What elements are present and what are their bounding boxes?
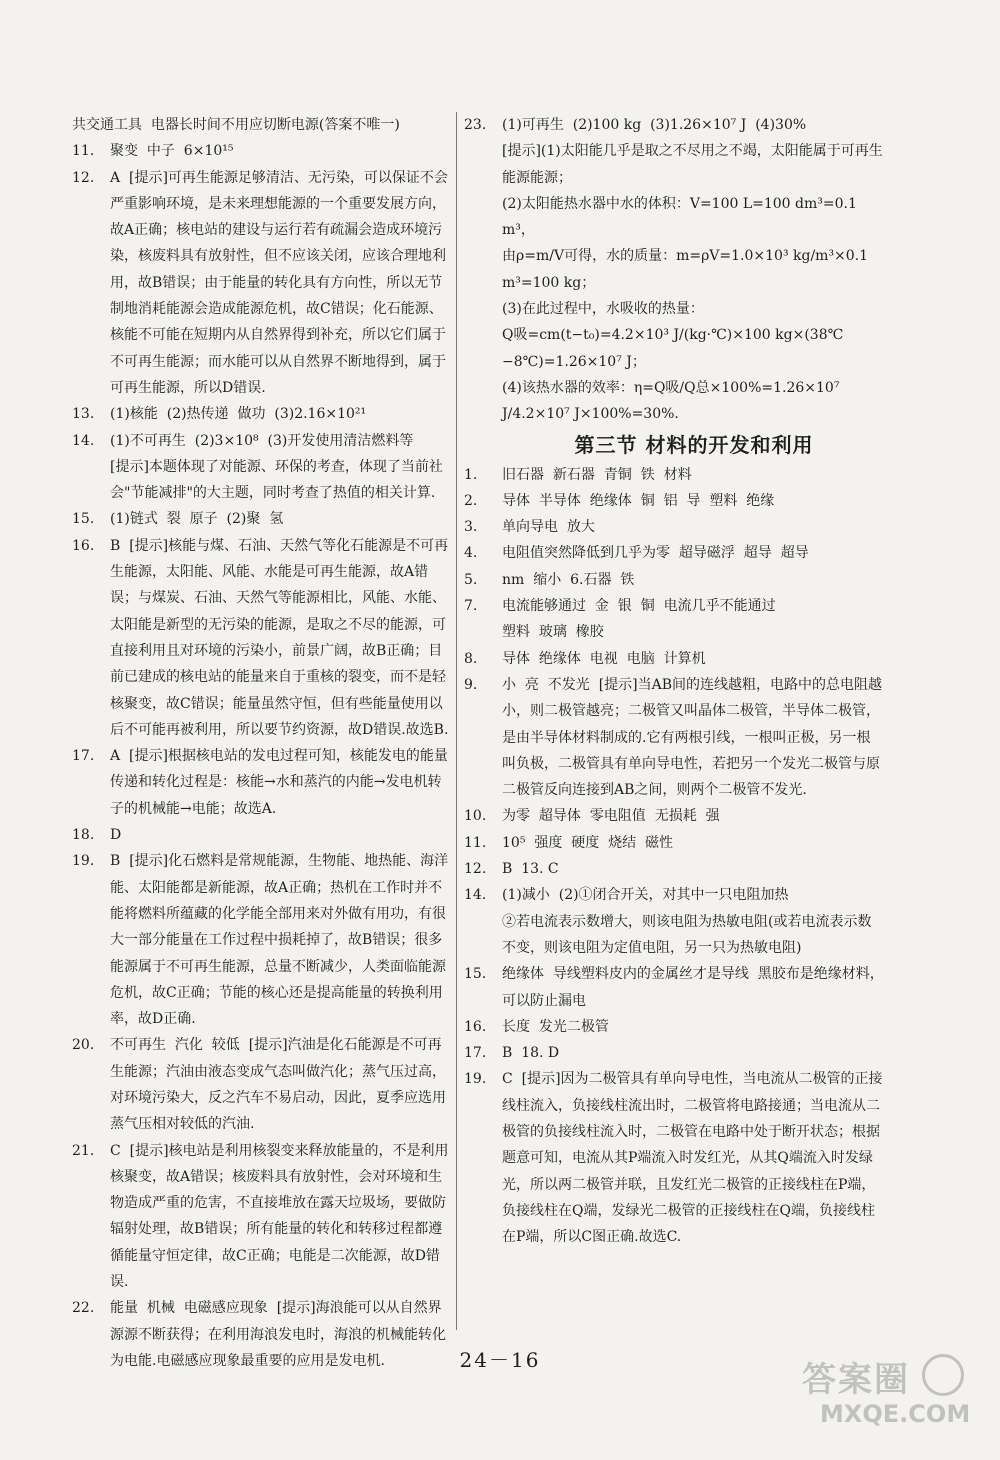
answer-number: 16.	[464, 1018, 487, 1035]
answer-text: B [提示]化石燃料是常规能源，生物能、地热能、海洋能、太阳能都是新能源，故A正确；热机在工作时并不能将燃料所蕴藏的化学能全部用来对外做有用功，有很大一部分能量在工作过程中损耗掉了，故B错误；很多能源属于不可再生能源，总量不断减少，人类面临能源危机，故C正确；节能的核心还是提高能量的转换利用率，故D正确.	[110, 853, 449, 1028]
answer-number: 5.	[464, 571, 478, 588]
answer-item	[72, 401, 452, 427]
right-column	[464, 112, 884, 1250]
answer-item	[464, 567, 884, 593]
answer-text: nm 缩小 6.石器 铁	[502, 571, 635, 588]
answer-number: 11.	[464, 834, 487, 851]
answer-item	[72, 743, 452, 822]
answer-item	[464, 882, 884, 961]
answer-item	[72, 1138, 452, 1296]
answer-number: 4.	[464, 545, 478, 562]
answer-item	[72, 533, 452, 743]
answer-number: 12.	[464, 861, 487, 878]
answer-text: (1)不可再生 (2)3×10⁸ (3)开发使用清洁燃料等 [提示]本题体现了对能源、环保的考查，体现了当前社会"节能减排"的大主题，同时考查了热值的相关计算.	[110, 432, 443, 502]
answer-number: 17.	[464, 1045, 487, 1062]
answer-item	[72, 138, 452, 164]
answer-item	[72, 1032, 452, 1137]
answer-number: 15.	[72, 511, 95, 528]
answer-item	[464, 646, 884, 672]
answer-item	[464, 830, 884, 856]
answer-number: 14.	[72, 432, 95, 449]
column-divider	[456, 112, 457, 1330]
answer-number: 7.	[464, 598, 478, 615]
answer-item	[464, 1040, 884, 1066]
answer-text: B 18. D	[502, 1045, 560, 1062]
right-answer-list-top	[464, 112, 884, 428]
answer-number: 16.	[72, 537, 95, 554]
answer-item	[72, 165, 452, 402]
answer-item	[72, 506, 452, 532]
answer-text: 小 亮 不发光 [提示]当AB间的连线越粗，电路中的总电阻越小，则二极管越亮；二极管又叫晶体二极管，半导体二极管，是由半导体材料制成的.它有两根引线，一根叫正极，另一根叫负极，二极管具有单向导电性，若把另一个发光二极管与原二极管反向连接到AB之间，则两个二极管不发光.	[502, 676, 883, 799]
answer-item	[464, 672, 884, 803]
answer-number: 14.	[464, 887, 487, 904]
answer-item	[72, 428, 452, 507]
answer-number: 3.	[464, 519, 478, 536]
answer-text: 导体 绝缘体 电视 电脑 计算机	[502, 650, 706, 667]
answer-text: 10⁵ 强度 硬度 烧结 磁性	[502, 834, 674, 851]
answer-text: 不可再生 汽化 较低 [提示]汽油是化石能源是不可再生能源；汽油由液态变成气态叫做汽化；蒸气压过高，对环境污染大，反之汽车不易启动，因此，夏季应选用蒸气压相对较低的汽油.	[110, 1037, 446, 1133]
answer-text: 为零 超导体 零电阻值 无损耗 强	[502, 808, 720, 825]
answer-text: 旧石器 新石器 青铜 铁 材料	[502, 466, 692, 483]
answer-number: 15.	[464, 966, 487, 983]
answer-number: 19.	[464, 1071, 487, 1088]
answer-number: 10.	[464, 808, 487, 825]
answer-text: 长度 发光二极管	[502, 1018, 609, 1035]
answer-number: 11.	[72, 143, 95, 160]
watermark-logo-icon	[922, 1354, 964, 1396]
section-title: 第三节 材料的开发和利用	[574, 432, 814, 457]
answer-number: 19.	[72, 853, 95, 870]
answer-item	[72, 848, 452, 1032]
answer-item	[464, 488, 884, 514]
answer-item	[464, 462, 884, 488]
answer-text: 绝缘体 导线塑料皮内的金属丝才是导线 黑胶布是绝缘材料，可以防止漏电	[502, 966, 884, 1009]
answer-number: 18.	[72, 827, 95, 844]
left-column	[72, 112, 452, 1374]
answer-text: (1)链式 裂 原子 (2)聚 氢	[110, 511, 284, 528]
right-answer-list-bottom	[464, 462, 884, 1251]
answer-text: B [提示]核能与煤、石油、天然气等化石能源是不可再生能源，太阳能、风能、水能是可再生能源，故A错误；与煤炭、石油、天然气等能源相比，风能、水能、太阳能是新型的无污染的能源，是取之不尽的能源，可直接利用且对环境的污染小，前景广阔，故B正确；目前已建成的核电站的能量来自于重核的裂变，而不是轻核聚变，故C错误；能量虽然守恒，但有些能量使用以后不可能再被利用，所以要节约资源，故D错误.故选B.	[110, 537, 449, 738]
answer-text: A [提示]可再生能源足够清洁、无污染，可以保证不会严重影响环境，是未来理想能源的一个重要发展方向，故A正确；核电站的建设与运行若有疏漏会造成环境污染，核废料具有放射性，但不应该关闭，应该合理地利用，故B错误；由于能量的转化具有方向性，所以无节制地消耗能源会造成能源危机，故C错误；化石能源、核能不可能在短期内从自然界得到补充，所以它们属于不可再生能源；而水能可以从自然界不断地得到，属于可再生能源，所以D错误.	[110, 169, 448, 396]
answer-number: 2.	[464, 492, 478, 509]
answer-text: 聚变 中子 6×10¹⁵	[110, 143, 234, 160]
page-number: 24－16	[459, 1348, 541, 1372]
answer-item	[464, 856, 884, 882]
answer-number: 13.	[72, 406, 95, 423]
answer-item	[464, 593, 884, 646]
left-answer-list	[72, 138, 452, 1374]
answer-number: 1.	[464, 466, 478, 483]
answer-text: (1)核能 (2)热传递 做功 (3)2.16×10²¹	[110, 406, 367, 423]
watermark-site: MXQE.COM	[820, 1400, 971, 1428]
answer-number: 9.	[464, 676, 478, 693]
answer-text: (1)可再生 (2)100 kg (3)1.26×10⁷ J (4)30% [提示](1)太阳能几乎是取之不尽用之不竭，太阳能属于可再生能源能源； (2)太阳能热水器中水的体积：V=100 L=100 dm³=0.1 m³， 由ρ=m/V可得，水的质量：m=ρV=1.0×10³ kg/m³×0.1 m³=100 kg； (3)在此过程中，水吸收的热量： Q吸=cm(t−t₀)=4.2×10³ J/(kg·℃)×100 kg×(38℃−8℃)=1.26×10⁷ J； (4)该热水器的效率：η=Q吸/Q总×100%=1.26×10⁷ J/4.2×10⁷ J×100%=30%.	[502, 117, 883, 423]
answer-text: C [提示]核电站是利用核裂变来释放能量的，不是利用核聚变，故A错误；核废料具有放射性，会对环境和生物造成严重的危害，不直接堆放在露天垃圾场，要做防辐射处理，故B错误；所有能量的转化和转移过程都遵循能量守恒定律，故C正确；电能是二次能源，故D错误.	[110, 1142, 449, 1291]
answer-item	[464, 540, 884, 566]
answer-text: 能量 机械 电磁感应现象 [提示]海浪能可以从自然界源源不断获得；在利用海浪发电时，海浪的机械能转化为电能.电磁感应现象最重要的应用是发电机.	[110, 1300, 446, 1369]
answer-number: 22.	[72, 1300, 95, 1317]
answer-text: D	[110, 827, 122, 844]
answer-text: 电流能够通过 金 银 铜 电流几乎不能通过 塑料 玻璃 橡胶	[502, 598, 776, 641]
answer-item	[464, 1014, 884, 1040]
answer-number: 23.	[464, 117, 487, 133]
answer-number: 17.	[72, 748, 95, 765]
answer-item	[464, 112, 884, 428]
answer-text: 单向导电 放大	[502, 519, 595, 536]
answer-number: 12.	[72, 169, 95, 186]
answer-number: 8.	[464, 650, 478, 667]
answer-number: 20.	[72, 1037, 95, 1054]
watermark-brand: 答案圈	[802, 1360, 910, 1400]
answer-number: 21.	[72, 1142, 95, 1159]
answer-text: B 13. C	[502, 861, 559, 878]
answer-text: A [提示]根据核电站的发电过程可知，核能发电的能量传递和转化过程是：核能→水和蒸汽的内能→发电机转子的机械能→电能；故选A.	[110, 748, 448, 817]
answer-item	[72, 822, 452, 848]
answer-text: 电阻值突然降低到几乎为零 超导磁浮 超导 超导	[502, 545, 809, 562]
answer-item	[464, 961, 884, 1014]
answer-item	[464, 1066, 884, 1250]
answer-item	[464, 803, 884, 829]
answer-item	[464, 514, 884, 540]
answer-text: (1)减小 (2)①闭合开关，对其中一只电阻加热 ②若电流表示数增大，则该电阻为热敏电阻(或若电流表示数不变，则该电阻为定值电阻，另一只为热敏电阻)	[502, 887, 872, 956]
answer-text: 导体 半导体 绝缘体 铜 铝 导 塑料 绝缘	[502, 492, 775, 509]
answer-text: C [提示]因为二极管具有单向导电性，当电流从二极管的正接线柱流入，负接线柱流出时，二极管将电路接通；当电流从二极管的负接线柱流入时，二极管在电路中处于断开状态；根据题意可知，电流从其P端流入时发红光，从其Q端流入时发绿光，所以两二极管并联，且发红光二极管的正接线柱在P端，负接线柱在Q端，发绿光二极管的正接线柱在Q端，负接线柱在P端，所以C图正确.故选C.	[502, 1071, 883, 1246]
watermark	[802, 1352, 972, 1434]
continuation-text: 共交通工具 电器长时间不用应切断电源(答案不唯一)	[72, 117, 400, 133]
